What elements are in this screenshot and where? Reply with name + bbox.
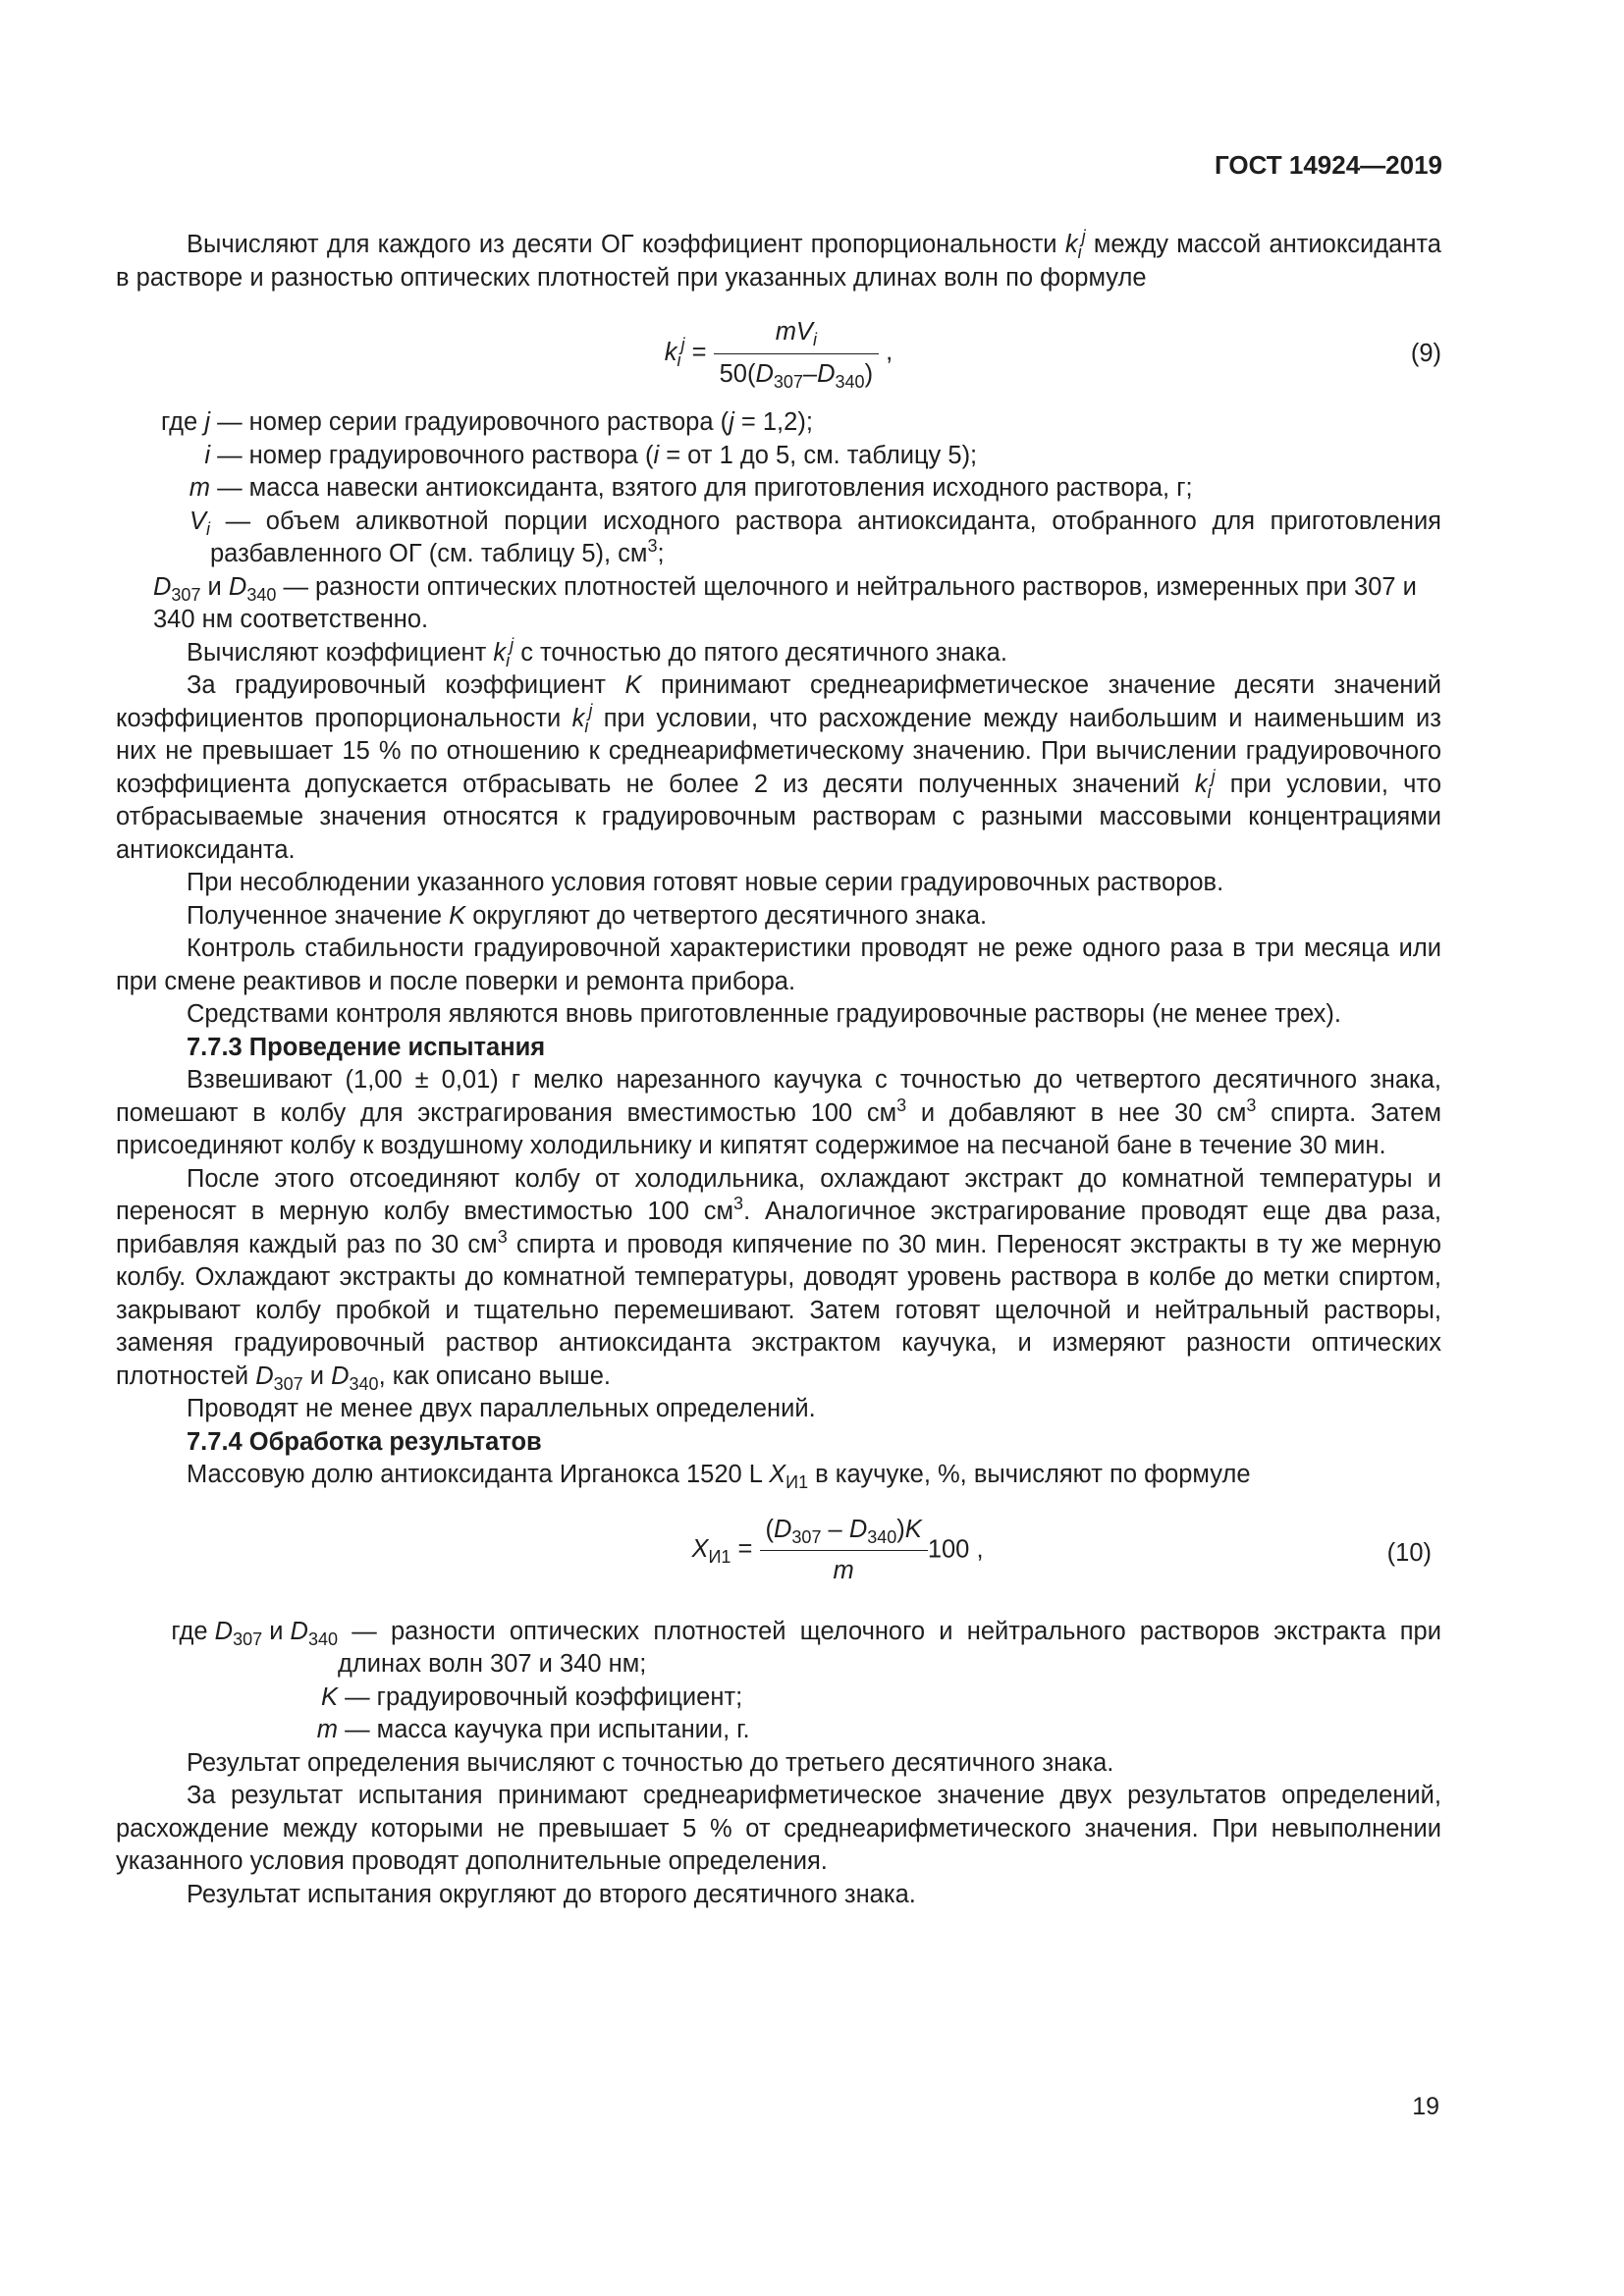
text-run: i	[506, 650, 511, 670]
paragraph-weighing	[116, 1064, 1449, 1163]
equation-10-number: (10)	[1386, 1538, 1432, 1567]
paragraph-parallel	[116, 1393, 1441, 1426]
text-run: спирта. Затем присоединяют колбу к воздушному холодильнику и кипятят содержимое на песчаной бане в течение 30 мин.	[116, 1098, 1449, 1159]
text-run: Результат испытания округляют до второго десятичного знака.	[187, 1880, 916, 1908]
text-run: D	[755, 359, 774, 388]
definition-term	[116, 1616, 338, 1682]
text-run: Взвешивают (1,00 ± 0,01) г мелко нарезанного каучука с точностью до четвертого десятичного знака, помешают в колбу для экстрагирования вместимостью 100 см	[116, 1066, 1449, 1127]
text-run: При несоблюдении указанного условия готовят новые серии градуировочных растворов.	[187, 869, 1224, 896]
definition-term	[153, 572, 277, 605]
text-run: m	[316, 1716, 338, 1743]
text-run: 100 ,	[927, 1535, 984, 1564]
text-run: За градуировочный коэффициент	[187, 671, 625, 699]
text-run: 340	[349, 1373, 379, 1394]
text-run: = 1,2);	[733, 408, 813, 436]
text-run: j	[204, 408, 210, 436]
definition-row	[116, 1616, 1449, 1682]
text-run: где	[171, 1617, 215, 1645]
text-run: 307	[773, 371, 803, 392]
text-run: K	[320, 1682, 338, 1711]
text-run: mV	[775, 318, 813, 346]
text-run: m	[833, 1557, 854, 1584]
text-run: И1	[708, 1547, 731, 1568]
text-run: После этого отсоединяют колбу от холодильника, охлаждают экстракт до комнатной температуры и переносят в мерную колбу вместимостью 100 см	[116, 1164, 1449, 1225]
text-run: 307	[171, 584, 201, 605]
definition-text	[153, 573, 1424, 634]
text-run: округляют до четвертого десятичного знака.	[465, 901, 988, 930]
text-run: i	[812, 330, 817, 349]
text-run: — разности оптических плотностей щелочного и нейтрального растворов, измеренных при 307 и 340 нм соответственно.	[153, 572, 1425, 633]
definition-term	[116, 440, 210, 473]
text-run: Средствами контроля являются вновь приготовленные градуировочные растворы (не менее трех).	[187, 1000, 1342, 1028]
definition-term	[116, 506, 210, 571]
definition-text	[338, 1682, 1441, 1715]
text-run: ;	[657, 540, 665, 567]
definition-term	[116, 406, 210, 440]
text-run: i	[204, 441, 210, 469]
definition-row	[116, 1714, 1441, 1747]
definition-row	[116, 1682, 1441, 1715]
text-run: j	[729, 408, 734, 436]
text-run: ,	[879, 338, 893, 366]
text-run: X	[769, 1461, 786, 1488]
text-run: (	[765, 1515, 774, 1543]
paragraph-control-means	[116, 998, 1441, 1032]
text-run: спирта и проводя кипячение по 30 мин. Переносят экстракты в ту же мерную колбу. Охлаждают экстракты до комнатной температуры, доводят уровень раствора в колбе до метки спиртом, закрывают колбу пробкой и тщательно перемешивают. Затем готовят щелочной и нейтральный растворы, заменяя градуировочный раствор антиоксиданта экстрактом каучука, и измеряют разности оптических плотностей	[116, 1230, 1449, 1390]
equation-10-fraction	[760, 1514, 928, 1588]
definition-term	[116, 1714, 338, 1747]
text-run: i	[1077, 242, 1082, 262]
equation-9-tail	[879, 339, 893, 366]
standard-header: ГОСТ 14924—2019	[1215, 150, 1442, 180]
text-run: . Аналогичное экстрагирование проводят еще два раза, прибавляя каждый раз по 30 см	[116, 1198, 1449, 1258]
definition-text	[210, 440, 1441, 473]
section-heading-7-7-4: 7.7.4 Обработка результатов	[187, 1427, 542, 1456]
text-run: D	[817, 359, 836, 388]
paragraph-result-rounding	[116, 1879, 1441, 1912]
text-run: принимают среднеарифметическое значение десяти значений коэффициентов пропорциональности	[116, 671, 1449, 732]
definition-row	[116, 472, 1441, 506]
text-run: 307	[233, 1629, 263, 1649]
text-run: Проводят не менее двух параллельных определений.	[187, 1395, 816, 1422]
text-run: V	[189, 507, 206, 535]
text-run: при условии, что отбрасываемые значения относятся к градуировочным растворам с разными массовыми концентрациями антиоксиданта.	[116, 770, 1449, 864]
text-run: 340	[835, 371, 865, 392]
equation-9-fraction	[714, 316, 879, 391]
text-run: 307	[791, 1526, 822, 1547]
definition-text	[338, 1616, 1449, 1682]
equation-9-number: (9)	[1410, 340, 1441, 367]
equation-9-lhs	[664, 334, 714, 370]
text-run: k	[1064, 231, 1078, 258]
text-run: i	[677, 349, 681, 370]
text-run: Результат определения вычисляют с точностью до третьего десятичного знака.	[187, 1748, 1114, 1777]
text-run: — масса каучука при испытании, г.	[338, 1716, 750, 1743]
text-run: 3	[497, 1226, 508, 1247]
text-run: k	[664, 338, 677, 366]
text-run: j	[510, 634, 514, 655]
equation-9-numerator	[714, 316, 879, 354]
text-run: 340	[867, 1526, 897, 1547]
text-run: и добавляют в нее 30 см	[906, 1098, 1247, 1127]
text-run: D	[290, 1617, 308, 1645]
text-run: k	[1194, 770, 1208, 798]
text-run: X	[691, 1535, 709, 1564]
text-run: в каучуке, %, вычисляют по формуле	[808, 1461, 1251, 1488]
text-run: при условии, что расхождение между наибольшим и наименьшим из них не превышает 15 % по отношению к среднеарифметическому значению. При вычислении градуировочного коэффициента допускается отбрасывать не более 2 из десяти полученных значений	[116, 704, 1449, 798]
paragraph-mass-fraction	[116, 1459, 1441, 1492]
text-run: и	[302, 1362, 332, 1390]
text-run: )	[896, 1515, 905, 1543]
text-run: 3	[647, 536, 658, 556]
paragraph-stability-control	[116, 933, 1449, 998]
paragraph-calibration-coefficient	[116, 669, 1449, 867]
equation-10-lhs	[691, 1535, 760, 1568]
equation-10-denominator	[760, 1551, 928, 1588]
definition-row	[116, 440, 1441, 473]
text-run: D	[214, 1617, 234, 1645]
text-run: –	[821, 1515, 849, 1543]
definition-term	[116, 1682, 338, 1715]
paragraph-result-precision	[116, 1747, 1441, 1781]
paragraph-extraction	[116, 1163, 1449, 1394]
text-run: Полученное значение	[187, 901, 450, 930]
text-run: 3	[733, 1194, 744, 1213]
paragraph-proportionality	[116, 227, 1449, 294]
page-number: 19	[1412, 2093, 1439, 2120]
text-run: 3	[1246, 1095, 1257, 1115]
definitions-list-2	[116, 1616, 1449, 1747]
text-run: K	[449, 901, 466, 930]
text-run: j	[1211, 766, 1216, 786]
equation-10-numerator	[760, 1514, 928, 1552]
text-run: D	[153, 572, 172, 601]
text-run: 307	[273, 1373, 303, 1394]
text-run: где	[161, 408, 205, 436]
text-run: j	[680, 334, 685, 354]
text-run: = от 1 до 5, см. таблицу 5);	[659, 441, 978, 469]
section-heading-7-7-3: 7.7.3 Проведение испытания	[187, 1033, 546, 1061]
text-run: и	[262, 1617, 291, 1645]
definition-row	[116, 406, 1441, 440]
text-run: i	[584, 716, 589, 736]
text-run: — номер градуировочного раствора (	[210, 441, 654, 469]
text-run: j	[1081, 227, 1086, 246]
text-run: — объем аликвотной порции исходного раствора антиоксиданта, отобранного для приготовления разбавленного ОГ (см. таблицу 5), см	[210, 507, 1449, 567]
definition-text	[210, 406, 1441, 440]
text-run: Контроль стабильности градуировочной характеристики проводят не реже одного раза в три месяца или при смене реактивов и после поверки и ремонта прибора.	[116, 934, 1449, 995]
equation-9-denominator	[714, 354, 879, 392]
text-run: И1	[785, 1472, 809, 1492]
text-run: D	[774, 1515, 792, 1543]
equation-9	[116, 298, 1441, 406]
text-run: Вычисляют для каждого из десяти ОГ коэффициент пропорциональности	[187, 231, 1065, 258]
text-run: k	[571, 704, 585, 732]
text-run: — градуировочный коэффициент;	[338, 1682, 743, 1711]
text-run: =	[684, 338, 714, 366]
equation-10	[116, 1500, 1441, 1616]
text-run: — разности оптических плотностей щелочного и нейтрального растворов экстракта при длинах волн 307 и 340 нм;	[338, 1617, 1449, 1678]
text-run: i	[206, 518, 210, 539]
text-run: Вычисляют коэффициент	[187, 638, 494, 667]
equation-10-tail	[928, 1535, 984, 1563]
text-run: 340	[307, 1629, 338, 1649]
text-run: i	[653, 441, 660, 469]
definition-row	[116, 571, 1441, 637]
definition-term	[116, 472, 210, 506]
text-run: D	[228, 572, 247, 601]
text-body	[116, 227, 1449, 1911]
text-run: D	[331, 1362, 350, 1390]
text-run: j	[588, 700, 593, 721]
definition-text	[210, 472, 1441, 506]
text-run: — номер серии градуировочного раствора (	[210, 408, 730, 436]
text-run: и	[200, 572, 229, 601]
text-run: D	[848, 1515, 868, 1543]
text-run: K	[624, 671, 642, 699]
text-run: с точностью до пятого десятичного знака.	[514, 638, 1007, 667]
text-run: i	[1207, 781, 1212, 802]
paragraph-new-series	[116, 867, 1441, 900]
definition-row	[116, 506, 1449, 571]
text-run: 340	[246, 584, 277, 605]
definitions-list-1	[116, 406, 1449, 637]
paragraph-rounding-k	[116, 900, 1441, 934]
definition-text	[338, 1714, 1441, 1747]
definition-text	[210, 506, 1449, 571]
text-run: 3	[896, 1095, 907, 1115]
paragraph-test-result	[116, 1780, 1449, 1879]
text-run: D	[255, 1362, 274, 1390]
text-run: между массой антиоксиданта в растворе и разностью оптических плотностей при указанных длинах волн по формуле	[116, 231, 1449, 292]
text-run: =	[731, 1535, 760, 1564]
text-run: , как описано выше.	[378, 1362, 611, 1390]
text-run: — масса навески антиоксиданта, взятого для приготовления исходного раствора, г;	[210, 474, 1193, 502]
text-run: Массовую долю антиоксиданта Ирганокса 1520 L	[187, 1461, 770, 1488]
text-run: –	[802, 359, 818, 388]
text-run: k	[493, 638, 507, 667]
paragraph-precision	[116, 634, 1441, 670]
text-run: K	[904, 1515, 922, 1543]
text-run: 50(	[719, 359, 756, 388]
text-run: m	[189, 474, 210, 502]
text-run: За результат испытания принимают среднеарифметическое значение двух результатов определений, расхождение между которыми не превышает 5 % от среднеарифметического значения. При невыполнении указанного условия проводят дополнительные определения.	[116, 1782, 1449, 1875]
text-run: )	[864, 359, 874, 388]
